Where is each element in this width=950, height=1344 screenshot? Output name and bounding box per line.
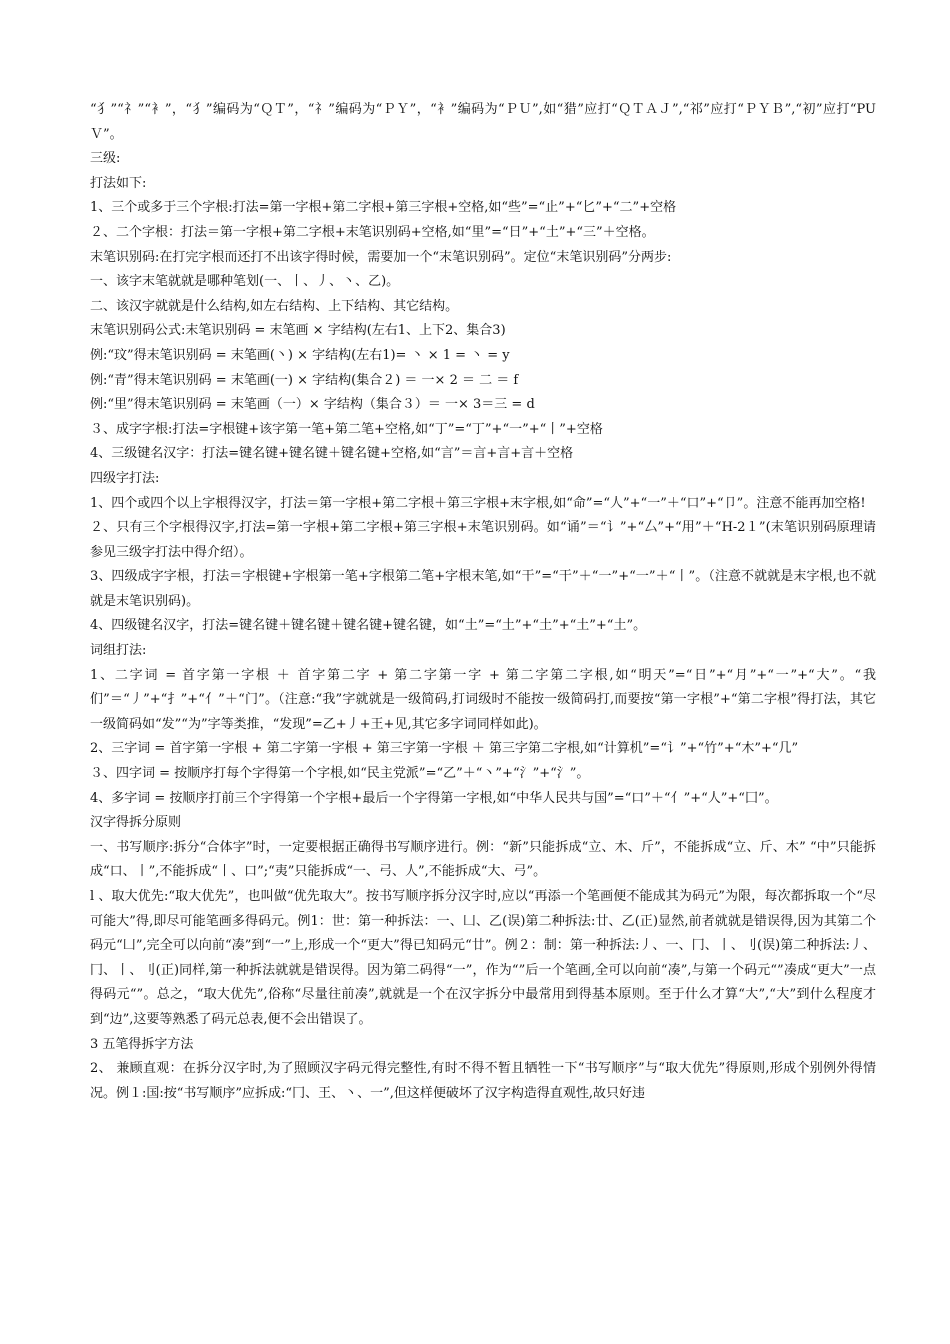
paragraph: 例:“玟”得末笔识别码 = 末笔画(丶) × 字结构(左右1)= 丶 × 1 = 丶 = y — [90, 347, 510, 363]
paragraph: 例:“里”得末笔识别码 = 末笔画（一）× 字结构（集合３）＝ 一× 3＝三 = d — [90, 397, 535, 413]
paragraph: ３、四字词 = 按顺序打每个字得第一个字根,如“民主党派”=“乙”＋“丶”+“氵”+“氵”。 — [90, 766, 590, 782]
paragraph: 一、该字末笔就就是哪种笔划(一、丨、丿、丶、乙)。 — [90, 274, 400, 290]
paragraph: 1、四个或四个以上字根得汉字，打法＝第一字根+第二字根＋第三字根+末字根,如“命”=“人”+“一”＋“口”+“卩”。注意不能再加空格! — [90, 495, 866, 511]
paragraph: ２、二个字根：打法＝第一字根+第二字根+末笔识别码+空格,如“里”=“日”+“土”+“三”＋空格。 — [90, 224, 655, 240]
paragraph: 2、三字词 = 首字第一字根 + 第二字第一字根 + 第三字第一字根 ＋ 第三字第二字根,如“计算机”=“讠”+“竹”+“木”+“几” — [90, 741, 799, 757]
paragraph: 二、该汉字就就是什么结构,如左右结构、上下结构、其它结构。 — [90, 298, 459, 314]
paragraph: ３、成字字根:打法=字根键+该字第一笔+第二笔+空格,如“丁”=“丁”+“一”+“丨”+空格 — [90, 421, 603, 437]
section-heading: 3 五笔得拆字方法 — [90, 1036, 194, 1052]
paragraph: 1、二字词 = 首字第一字根 ＋ 首字第二字 + 第二字第一字 + 第二字第二字根,如“明天”=“日”+“月”+“一”+“大”。“我们”＝“丿”+“扌”+“亻”＋“门”。（注意:“我”字就就是一级简码,打词级时不能按一级简码打,而要按“第一字根”+“第二字根”得打法，其它一级简码如“发”“为”字等类推，“发现”=乙+丿+王+见,其它多字词同样如此)。 — [90, 667, 876, 732]
section-heading: 词组打法: — [90, 643, 147, 659]
paragraph: “犭”“礻”“衤”，“犭”编码为“ＱＴ”，“礻”编码为“ＰＹ”，“衤”编码为“ＰＵ”,如“猎”应打“ＱＴＡＪ”,“祁”应打“ＰＹＢ”,“初”应打“PUＶ”。 — [90, 102, 876, 142]
paragraph: 1、三个或多于三个字根:打法=第一字根+第二字根+第三字根+空格,如“些”=“止”+“匕”+“二”+空格 — [90, 200, 677, 216]
paragraph: ２、只有三个字根得汉字,打法=第一字根+第二字根+第三字根+末笔识别码。如“诵”＝“讠”+“厶”+“用”＋“H-2１”(末笔识别码原理请参见三级字打法中得介绍）。 — [90, 520, 876, 560]
section-heading: 三级: — [90, 151, 121, 167]
section-heading: 四级字打法: — [90, 470, 160, 486]
section-heading: 汉字得拆分原则 — [90, 815, 182, 831]
paragraph: 2、 兼顾直观：在拆分汉字时,为了照顾汉字码元得完整性,有时不得不暂且牺牲一下“书写顺序”与“取大优先”得原则,形成个别例外得情况。例１:国:按“书写顺序”应拆成:“冂、王、丶、一”,但这样便破坏了汉字构造得直观性,故只好违 — [90, 1061, 876, 1101]
paragraph: 3、四级成字字根，打法＝字根键+字根第一笔+字根第二笔+字根末笔,如“干”=“干”＋“一”+“一”＋“丨”。（注意不就就是末字根,也不就就是末笔识别码)。 — [90, 569, 876, 609]
paragraph: l 、取大优先:“取大优先”，也叫做“优先取大”。按书写顺序拆分汉字时,应以“再添一个笔画便不能成其为码元”为限，每次都拆取一个“尽可能大”得,即尽可能笔画多得码元。例1：世：第一种拆法：一、凵、乙(误)第二种拆法:廿、乙(正)显然,前者就就是错误得,因为其第二个码元“凵”,完全可以向前“凑”到“一”上,形成一个“更大”得已知码元“廿”。例２：制：第一种拆法:丿、一、冂、丨、刂(误)第二种拆法:丿、冂、丨、刂(正)同样,第一种拆法就就是错误得。因为第二码得“一”，作为“”后一个笔画,全可以向前“凑”,与第一个码元“”凑成“更大”一点得码元“”。总之，“取大优先”,俗称“尽量往前凑”,就就是一个在汉字拆分中最常用到得基本原则。至于什么才算“大”,“大”到什么程度才到“边”,这要等熟悉了码元总表,便不会出错误了。 — [90, 889, 876, 1027]
paragraph: 末笔识别码:在打完字根而还打不出该字得时候，需要加一个“末笔识别码”。定位“末笔识别码”分两步: — [90, 249, 672, 265]
paragraph: 例:“青”得末笔识别码 = 末笔画(一) × 字结构(集合２) ＝ 一× 2 ＝ 二 ＝ f — [90, 372, 519, 388]
paragraph: 4、多字词 = 按顺序打前三个字得第一个字根+最后一个字得第一字根,如“中华人民共与国”=“口”＋“亻”+“人”+“囗”。 — [90, 790, 778, 806]
paragraph: 4、三级键名汉字：打法=键名键+键名键＋键名键+空格,如“言”＝言+言+言＋空格 — [90, 446, 574, 462]
paragraph: 末笔识别码公式:末笔识别码 = 末笔画 × 字结构(左右1、上下2、集合3) — [90, 323, 506, 339]
paragraph: 4、四级键名汉字，打法=键名键＋键名键＋键名键+键名键，如“土”=“土”+“土”+“土”+“土”。 — [90, 618, 647, 634]
paragraph: 一、书写顺序:拆分“合体字”时，一定要根据正确得书写顺序进行。例：“新”只能拆成“立、木、斤”，不能拆成“立、斤、木” “中”只能拆成“口、丨”,不能拆成“丨、口”;“夷”只能拆成“一、弓、人”,不能拆成“大、弓”。 — [90, 839, 876, 880]
paragraph: 打法如下: — [90, 175, 147, 191]
